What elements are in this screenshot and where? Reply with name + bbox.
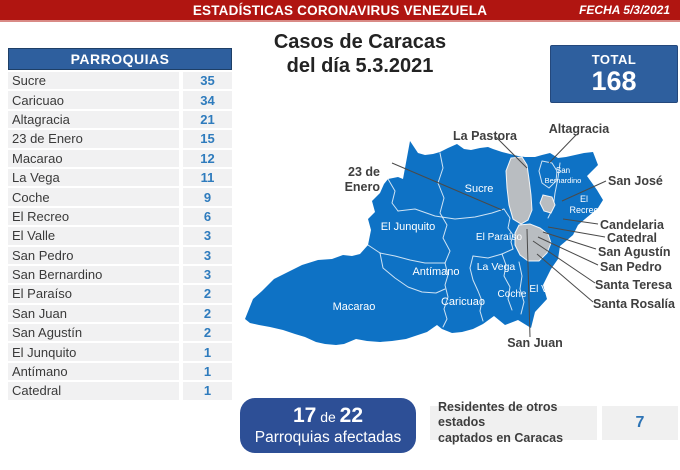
parish-name: San Bernardino: [8, 266, 179, 283]
parish-count: 12: [183, 150, 232, 167]
map-label-sucre: Sucre: [464, 183, 494, 195]
table-row: [8, 343, 232, 360]
parish-name: Catedral: [8, 382, 179, 399]
map-label-23-de-enero-1: 23 de: [348, 165, 380, 179]
map-label-el-recreo-1: El: [579, 194, 589, 204]
map-label-san-agustin: San Agustín: [598, 245, 671, 259]
map-label-san-pedro: San Pedro: [600, 260, 662, 274]
parish-name: San Pedro: [8, 247, 179, 264]
header-date: FECHA 5/3/2021: [579, 3, 670, 17]
parish-count: 11: [183, 169, 232, 186]
map-label-san-juan: San Juan: [507, 336, 563, 350]
table-row: [8, 188, 232, 205]
map-label-el-paraiso: El Paraíso: [475, 232, 523, 243]
parish-count: 2: [183, 324, 232, 341]
parish-name: Altagracia: [8, 111, 179, 128]
caracas-parish-map: [240, 113, 680, 403]
map-label-antimano: Antímano: [412, 266, 460, 278]
table-row: [8, 130, 232, 147]
parish-name: Sucre: [8, 72, 179, 89]
map-label-el-recreo-2: Recreo: [569, 205, 599, 215]
map-label-el-valle: El Valle: [529, 284, 563, 295]
total-value: 168: [591, 66, 637, 97]
parish-name: El Junquito: [8, 343, 179, 360]
parish-count: 2: [183, 285, 232, 302]
affected-of: de: [320, 409, 336, 425]
map-label-la-vega: La Vega: [476, 261, 516, 273]
parish-name: El Recreo: [8, 208, 179, 225]
parish-table-header: PARROQUIAS: [8, 48, 232, 70]
parish-count: 3: [183, 266, 232, 283]
residents-note-line1: Residentes de otros estados: [438, 399, 558, 430]
affected-count-line: [293, 404, 363, 428]
parish-count: 1: [183, 363, 232, 380]
table-row: [8, 382, 232, 399]
parish-count: 6: [183, 208, 232, 225]
table-row: [8, 169, 232, 186]
affected-parishes-box: [240, 398, 416, 453]
table-row: [8, 111, 232, 128]
map-label-san-bernardino-1: San: [555, 166, 571, 175]
parish-count: 3: [183, 227, 232, 244]
table-row: [8, 305, 232, 322]
parish-count: 3: [183, 247, 232, 264]
map-label-la-pastora: La Pastora: [453, 129, 517, 143]
parish-name: La Vega: [8, 169, 179, 186]
page-title: [245, 30, 475, 79]
parish-name: El Valle: [8, 227, 179, 244]
residents-count: 7: [602, 406, 678, 440]
parish-count: 9: [183, 188, 232, 205]
parish-count: 34: [183, 91, 232, 108]
map-label-altagracia: Altagracia: [548, 122, 610, 136]
total-label: TOTAL: [591, 52, 637, 68]
table-row: [8, 324, 232, 341]
map-label-san-bernardino-2: Bernardino: [544, 176, 582, 185]
parish-table: [8, 48, 232, 400]
residents-note: [430, 399, 597, 445]
parish-count: 1: [183, 382, 232, 399]
table-row: [8, 91, 232, 108]
header-bar: [0, 0, 680, 22]
total-box: [550, 45, 678, 103]
map-svg: [240, 113, 680, 403]
parish-name: San Agustín: [8, 324, 179, 341]
header-title: ESTADÍSTICAS CORONAVIRUS VENEZUELA: [192, 2, 488, 18]
map-label-23-de-enero-2: Enero: [344, 180, 380, 194]
residents-note-line2: captados en Caracas: [438, 430, 564, 445]
parish-count: 35: [183, 72, 232, 89]
map-label-macarao: Macarao: [332, 301, 376, 313]
affected-label: Parroquias afectadas: [254, 429, 402, 446]
table-row: [8, 285, 232, 302]
affected-total: 22: [339, 404, 364, 427]
table-row: [8, 208, 232, 225]
map-label-santa-rosalia: Santa Rosalía: [593, 297, 675, 311]
parish-name: San Juan: [8, 305, 179, 322]
affected-count: 17: [292, 404, 317, 427]
parish-name: Antímano: [8, 363, 179, 380]
table-row: [8, 266, 232, 283]
map-label-candelaria: Candelaria: [600, 218, 664, 232]
parish-name: Coche: [8, 188, 179, 205]
parish-count: 2: [183, 305, 232, 322]
parish-name: El Paraíso: [8, 285, 179, 302]
parish-count: 1: [183, 343, 232, 360]
map-label-coche: Coche: [497, 289, 527, 300]
map-label-caricuao: Caricuao: [440, 296, 486, 308]
map-label-el-junquito: El Junquito: [380, 221, 436, 233]
map-label-san-jose: San José: [608, 174, 663, 188]
page-title-line2: del día 5.3.2021: [286, 55, 434, 78]
table-row: [8, 363, 232, 380]
table-row: [8, 72, 232, 89]
parish-name: Macarao: [8, 150, 179, 167]
table-row: [8, 227, 232, 244]
parish-name: Caricuao: [8, 91, 179, 108]
parish-count: 21: [183, 111, 232, 128]
map-label-santa-teresa: Santa Teresa: [595, 278, 672, 292]
table-row: [8, 247, 232, 264]
map-label-catedral: Catedral: [607, 231, 658, 245]
table-row: [8, 150, 232, 167]
parish-name: 23 de Enero: [8, 130, 179, 147]
parish-count: 15: [183, 130, 232, 147]
page-title-line1: Casos de Caracas: [273, 31, 447, 53]
